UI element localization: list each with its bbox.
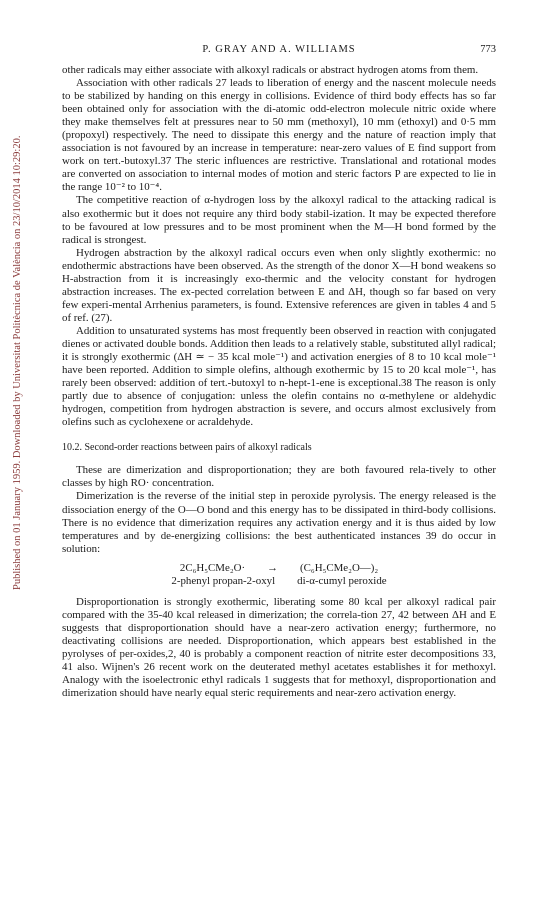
reactant-name: 2-phenyl propan-2-oxyl bbox=[171, 574, 276, 587]
equation bbox=[62, 562, 496, 588]
page-header bbox=[62, 44, 496, 58]
download-watermark bbox=[12, 130, 26, 590]
download-note: Published on 01 January 1959. Downloaded by Universitat Politècnica de València on 23/10/2014 10:29:20. bbox=[12, 135, 23, 590]
running-head: P. GRAY AND A. WILLIAMS bbox=[202, 44, 356, 55]
paragraph: Hydrogen abstraction by the alkoxyl radical occurs even when only slightly exothermic: no endothermic abstractions have been observed. As the strength of the donor X—H bond weakens so H-abstraction from it is increasingly exo-thermic and the velocity constant for hydrogen abstraction increases. The ex-pected correlation between E and ΔH, though so far based on very few experi-mental Arrhenius parameters, is found. Extensive references are given in tables 4 and 5 of ref. (27). bbox=[62, 246, 496, 324]
equation-product: (C₆H₅CMe₂O—)₂ bbox=[300, 561, 379, 574]
paragraph: The competitive reaction of α-hydrogen loss by the alkoxyl radical to the attacking radical is also exothermic but it does not require any third body stabil-ization. It may be expected therefore to be favoured at low pressures and to be most prominent when the M—H bond formed by the radical is strongest. bbox=[62, 194, 496, 246]
equation-arrow: → bbox=[267, 561, 279, 574]
paragraph: Dimerization is the reverse of the initial step in peroxide pyrolysis. The energy released is the dissociation energy of the O—O bond and this energy has to be dissipated in third-body collisions. There is no evidence that dimerization requires any activation energy and it is thus aided by low temperatures and by de-energizing collisions: the best authenticated instances 39 do occur in solution: bbox=[62, 490, 496, 555]
section-heading: 10.2. Second-order reactions between pairs of alkoxyl radicals bbox=[62, 442, 312, 454]
paragraph: These are dimerization and disproportionation; they are both favoured rela-tively to other classes by high RO· concentration. bbox=[62, 464, 496, 490]
paragraph: Addition to unsaturated systems has most frequently been observed in reaction with conjugated dienes or activated double bonds. Addition then leads to a relatively stable, substituted allyl radical; it is strongly exothermic (ΔH ≃ − 35 kcal mole⁻¹) and activation energies of 8 to 10 kcal mole⁻¹ have been reported. Addition to simple olefins, although exothermic by 15 to 20 kcal mole⁻¹, has rarely been observed: addition of tert.-butoxyl to n-hept-1-ene is exceptional.38 The reason is only partly due to absence of conjugation: unless the olefin contains no α-methylene or aldehydic hydrogen, competition from hydrogen abstraction is severe, and occurs almost exclusively from olefins such as cyclohexene or acraldehyde. bbox=[62, 324, 496, 429]
paragraph: other radicals may either associate with alkoxyl radicals or abstract hydrogen atoms from them. bbox=[62, 64, 479, 76]
product-name: di-α-cumyl peroxide bbox=[297, 574, 387, 587]
paragraph: Association with other radicals 27 leads to liberation of energy and the nascent molecule needs to be stabilized by handing on this energy in collisions. Evidence of third body effects has so far been obtained only for association with the di-atomic odd-electron molecule nitric oxide where they make themselves felt at pressures near to 50 mm (methoxyl), 10 mm (ethoxyl) and 0·5 mm (propoxyl) respectively. The need to dissipate this energy and the nature of reaction imply that association is not favoured by an increase in temperature: near-zero values of E find support from work on tert.-butoxyl.37 The steric influences are restrictive. Translational and rotational modes are converted on association to internal modes of motion and steric factors P are expected to lie in the range 10⁻² to 10⁻⁴. bbox=[62, 77, 496, 194]
article-body bbox=[62, 64, 496, 700]
equation-reactant: 2C₆H₅CMe₂O· bbox=[179, 561, 246, 574]
page-number: 773 bbox=[480, 44, 496, 55]
paragraph: Disproportionation is strongly exothermic, liberating some 80 kcal per alkoxyl radical pair compared with the 35-40 kcal released in dimerization; the correla-tion 27, 42 between ΔH and E suggests that disproportionation should have a near-zero activation energy; furthermore, no deactivating collisions are needed. Disproportionation, which appears best established in the pyrolyses of per-oxides,2, 40 is probably a component reaction of nitrite ester decompositions 33, 41 also. Wijnen's 26 recent work on the deuterated methyl acetates establishes it for methoxyl. Analogy with the isoelectronic ethyl radicals 1 suggests that for methoxyl, disproportionation and dimerization should have nearly equal steric requirements and near-zero activation energy. bbox=[62, 595, 496, 700]
